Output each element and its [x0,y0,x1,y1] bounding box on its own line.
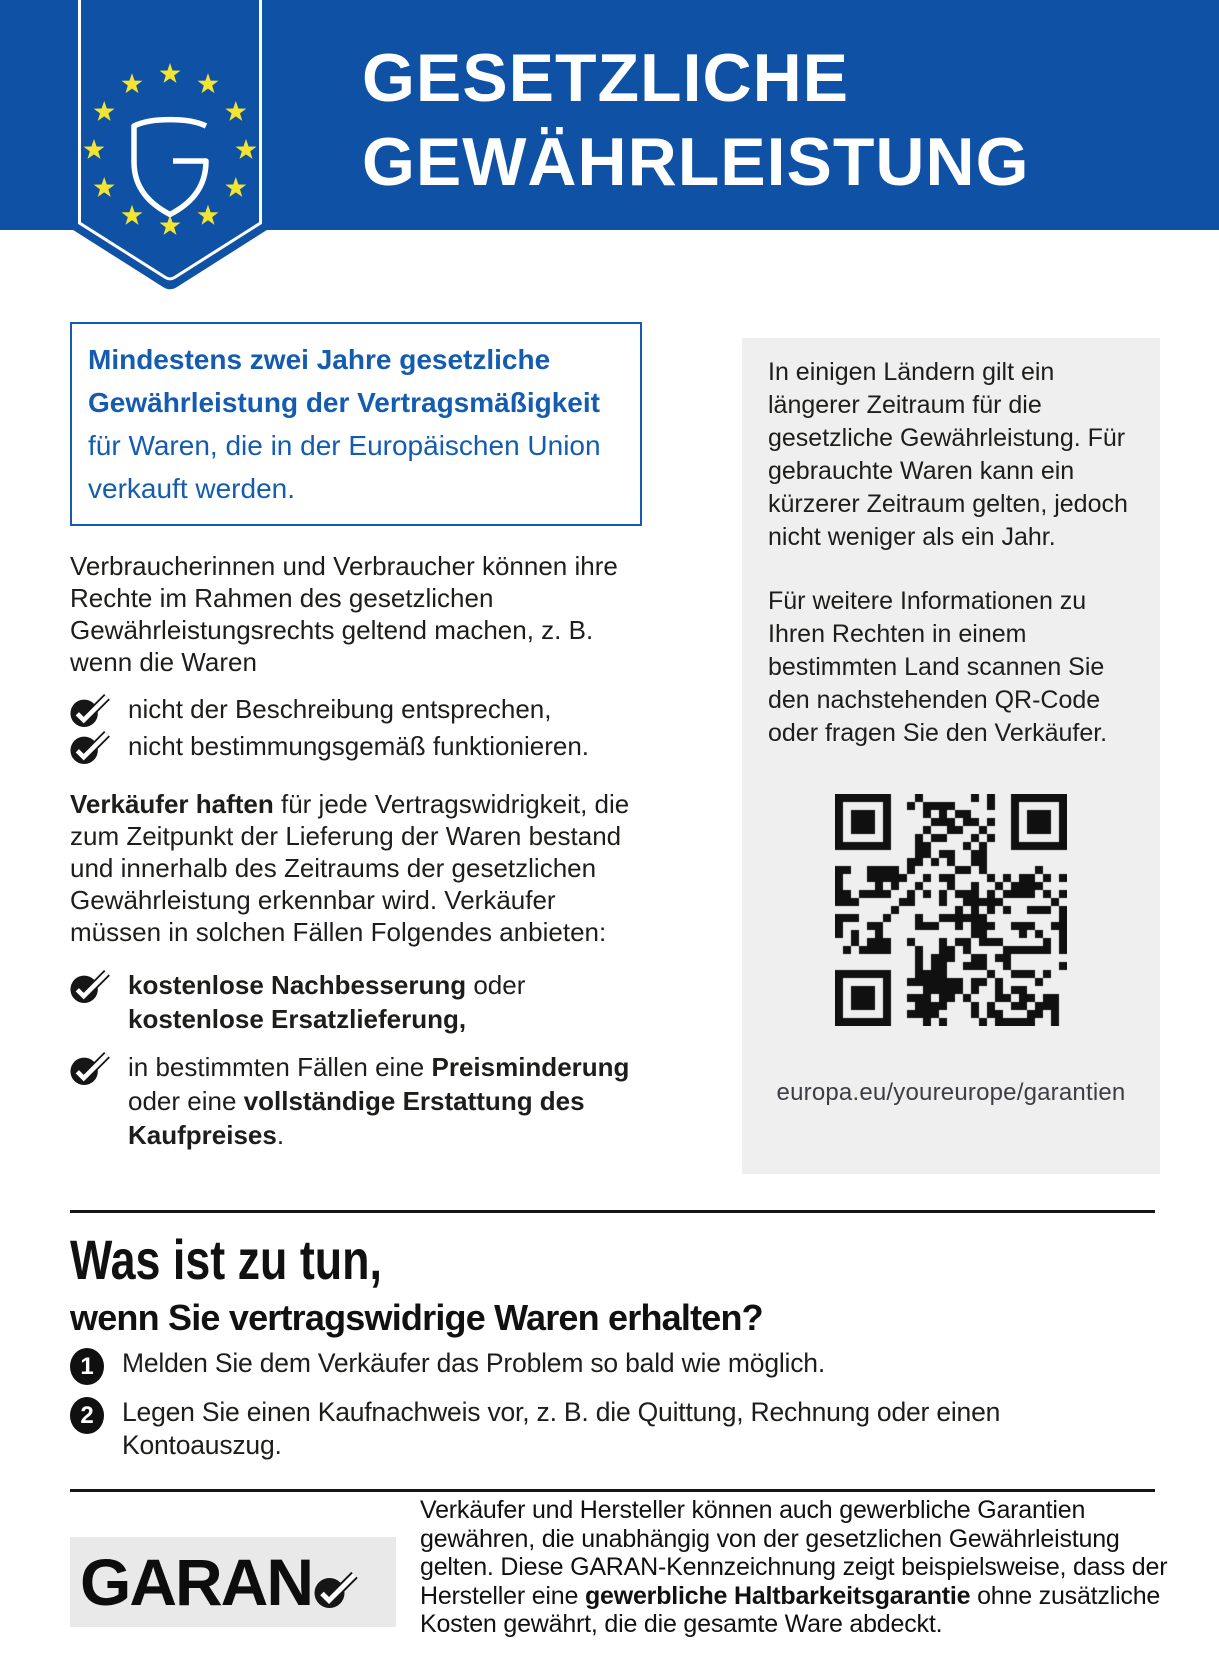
check-icon [70,970,112,1005]
remedies-list [70,968,642,1152]
qr-caption-url: europa.eu/youreurope/garantien [776,1079,1126,1106]
country-info-panel [742,338,1160,1174]
page-title-line2: GEWÄHRLEISTUNG [362,124,1030,200]
callout-regular-text: für Waren, die in der Europäischen Union verkauft werden. [88,430,601,504]
steps-list [70,1347,1080,1473]
check-icon [70,694,112,729]
eu-shield-pennant-icon [70,0,270,298]
what-to-do-subheading: wenn Sie vertragswidrige Waren erhalten? [70,1297,763,1338]
defect-conditions-list [70,692,642,766]
seller-liability-paragraph: Verkäufer haften für jede Vertragswidrigkeit, die zum Zeitpunkt der Lieferung der Waren bestand und innerhalb des Zeitraums der gesetzlichen Gewährleistung erkennbar wird. Verkäufer müssen in solchen Fällen Folgendes anbieten: [70,789,630,947]
list-item [70,692,642,729]
two-year-warranty-callout [70,322,642,526]
page-title [362,36,1030,204]
commercial-guarantee-paragraph: Verkäufer und Hersteller können auch gewerbliche Garantien gewähren, die unabhängig von der gesetzlichen Gewährleistung gelten. Diese GARAN-Kennzeichnung zeigt beispielsweise, dass der Hersteller eine gewerbliche Haltbarkeitsgarantie ohne zusätzliche Kosten gewährt, die die gesamte Ware abdeckt. [420,1496,1168,1638]
seller-liability-bold: Verkäufer haften [70,789,274,819]
list-item-text: kostenlose Nachbesserung oder kostenlose Ersatzlieferung, [128,970,526,1034]
step-item [70,1396,1080,1462]
section-divider [70,1210,1155,1213]
list-item [70,968,642,1036]
check-icon [314,1571,360,1611]
check-icon [70,731,112,766]
step-number-badge: 2 [70,1397,104,1434]
callout-bold-text: Mindestens zwei Jahre gesetzliche Gewährleistung der Vertragsmäßigkeit [88,344,600,418]
qr-code [835,794,1067,1026]
section-divider [70,1489,1155,1492]
eu-warranty-logo [70,0,270,298]
legal-warranty-column [70,322,642,1166]
list-item [70,729,642,766]
step-text: Melden Sie dem Verkäufer das Problem so bald wie möglich. [122,1348,825,1378]
list-item-text: nicht bestimmungsgemäß funktionieren. [128,731,590,761]
list-item-text: in bestimmten Fällen eine Preisminderung oder eine vollständige Erstattung des Kaufpreises. [128,1052,630,1150]
garan-logo [70,1537,396,1627]
consumer-rights-paragraph: Verbraucherinnen und Verbraucher können ihre Rechte im Rahmen des gesetzlichen Gewährleistungsrechts geltend machen, z. B. wenn die Waren [70,551,618,677]
list-item-text: nicht der Beschreibung entsprechen, [128,694,552,724]
list-item [70,1050,642,1152]
page-title-line1: GESETZLICHE [362,40,850,116]
garan-logo-text: GARAN [80,1545,312,1619]
step-text: Legen Sie einen Kaufnachweis vor, z. B. die Quittung, Rechnung oder einen Kontoauszug. [122,1397,1001,1460]
what-to-do-heading: Was ist zu tun, [70,1228,382,1291]
more-info-paragraph: Für weitere Informationen zu Ihren Rechten in einem bestimmten Land scannen Sie den nachstehenden QR-Code oder fragen Sie den Verkäufer. [768,587,1108,747]
step-number-badge: 1 [70,1348,104,1385]
longer-period-paragraph: In einigen Ländern gilt ein längerer Zeitraum für die gesetzliche Gewährleistung. Für gebrauchte Waren kann ein kürzerer Zeitraum gelten, jedoch nicht weniger als ein Jahr. [768,358,1128,551]
step-item [70,1347,1080,1385]
check-icon [70,1052,112,1087]
